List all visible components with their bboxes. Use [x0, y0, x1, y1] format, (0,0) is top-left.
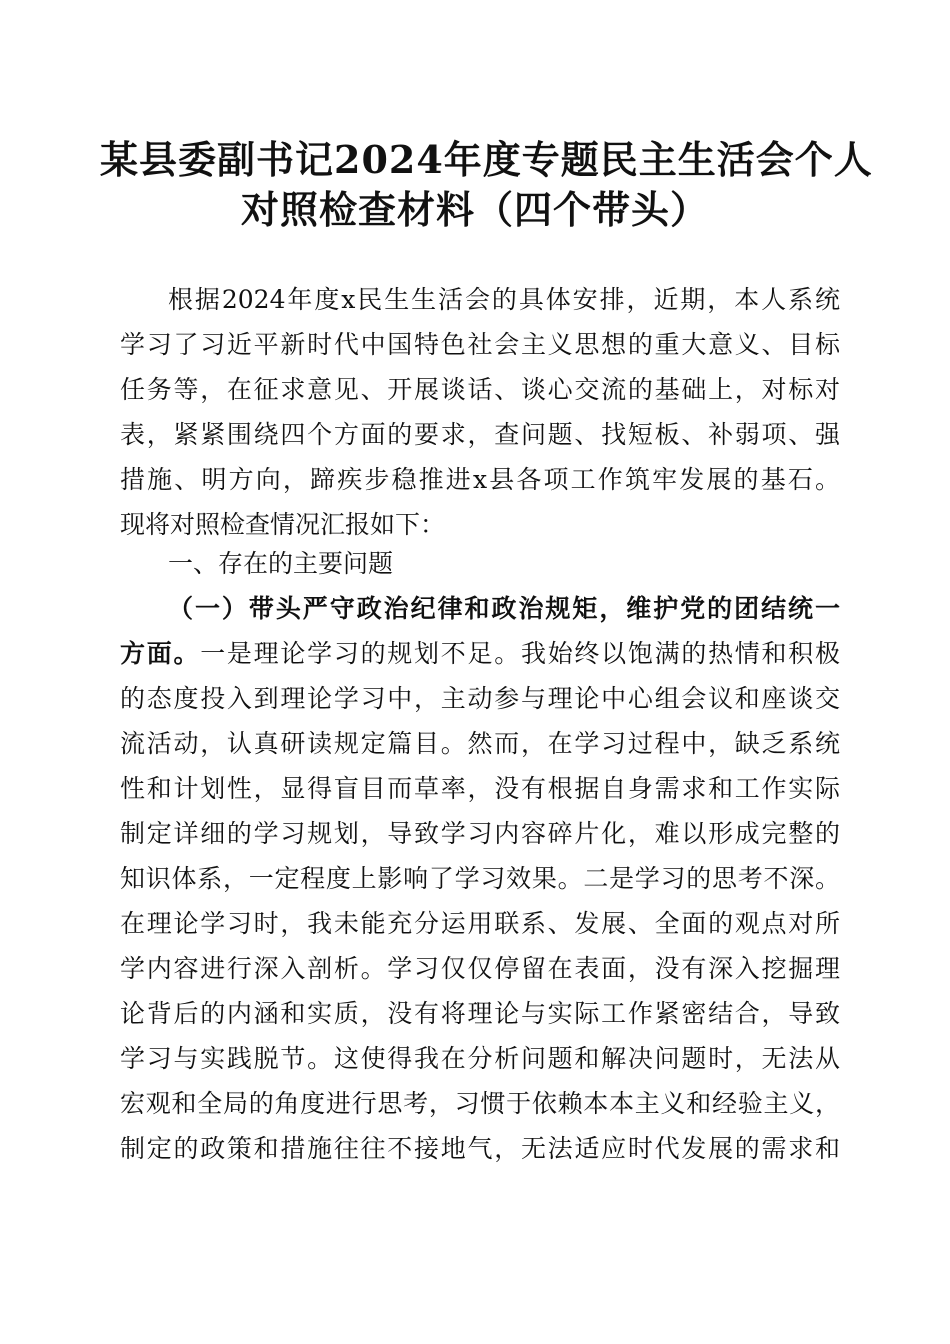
body-line: 性和计划性，显得盲目而草率，没有根据自身需求和工作实际: [120, 774, 840, 803]
body-line: 制定的政策和措施往往不接地气，无法适应时代发展的需求和: [120, 1134, 840, 1163]
intro-paragraph: [120, 277, 840, 547]
section-heading: 一、存在的主要问题: [168, 549, 394, 578]
body-line-rest: 一是理论学习的规划不足。我始终以饱满的热情和积极: [200, 639, 840, 668]
body-line: 宏观和全局的角度进行思考，习惯于依赖本本主义和经验主义，: [120, 1089, 840, 1118]
body-line: 学内容进行深入剖析。学习仅仅停留在表面，没有深入挖掘理: [120, 954, 840, 983]
intro-line: 根据2024年度x民生生活会的具体安排，近期，本人系统: [168, 285, 840, 314]
body-line: 制定详细的学习规划，导致学习内容碎片化，难以形成完整的: [120, 819, 840, 848]
body-line: 学习与实践脱节。这使得我在分析问题和解决问题时，无法从: [120, 1044, 840, 1073]
body-line: 的态度投入到理论学习中，主动参与理论中心组会议和座谈交: [120, 684, 840, 713]
body-line: 流活动，认真研读规定篇目。然而，在学习过程中，缺乏系统: [120, 729, 840, 758]
intro-line: 任务等，在征求意见、开展谈话、谈心交流的基础上，对标对: [120, 375, 840, 404]
intro-line: 现将对照检查情况汇报如下：: [120, 510, 446, 539]
intro-line: 措施、明方向，蹄疾步稳推进x县各项工作筑牢发展的基石。: [120, 465, 840, 494]
subheading-line: （一）带头严守政治纪律和政治规矩，维护党的团结统一: [168, 594, 840, 623]
subheading-continuation: 方面。: [120, 639, 201, 668]
intro-line: 学习了习近平新时代中国特色社会主义思想的重大意义、目标: [120, 330, 840, 359]
intro-line: 表，紧紧围绕四个方面的要求，查问题、找短板、补弱项、强: [120, 420, 840, 449]
body-line: 知识体系，一定程度上影响了学习效果。二是学习的思考不深。: [120, 864, 840, 893]
document-title-line-2: 对照检查材料（四个带头）: [240, 187, 709, 232]
body-line: [120, 631, 840, 676]
section-paragraph: [120, 586, 840, 1171]
body-line: 论背后的内涵和实质，没有将理论与实际工作紧密结合，导致: [120, 999, 840, 1028]
document-title-line-1: 某县委副书记2024年度专题民主生活会个人: [100, 137, 873, 182]
body-line: 在理论学习时，我未能充分运用联系、发展、全面的观点对所: [120, 909, 840, 938]
